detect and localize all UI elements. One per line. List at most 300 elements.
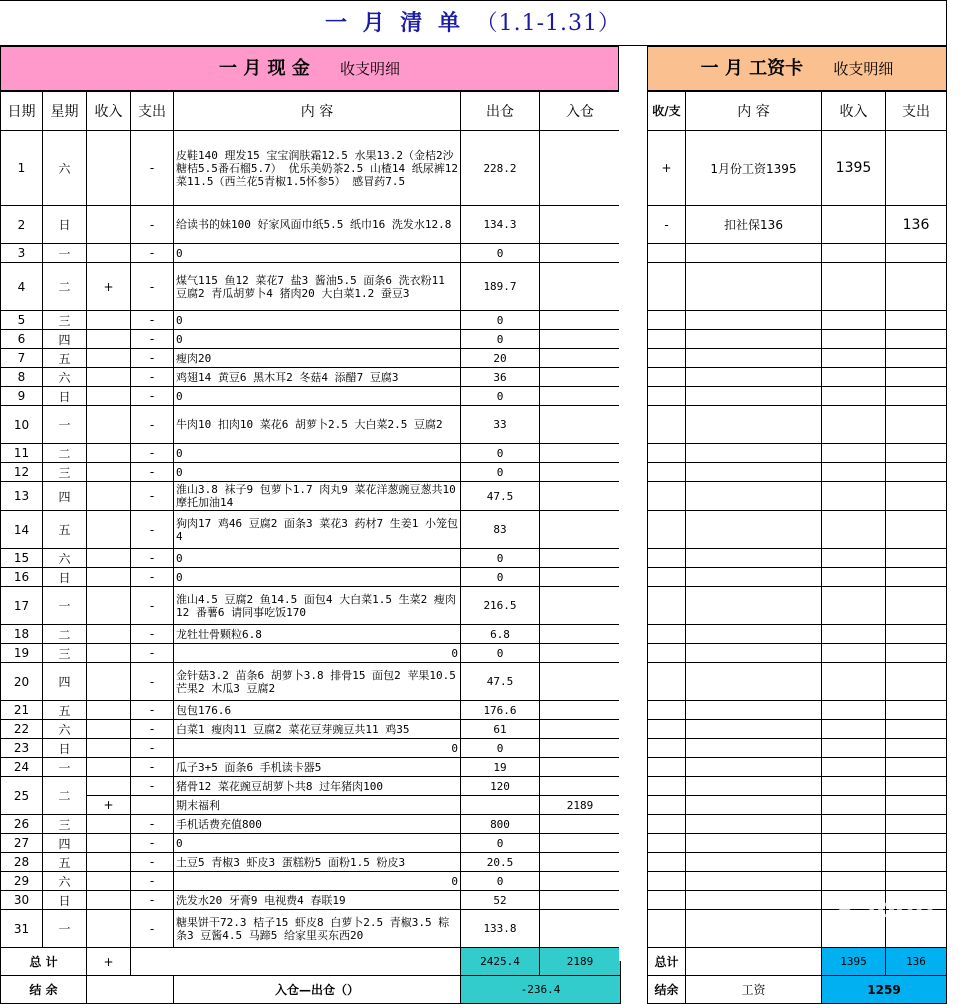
date-cell: 21 — [1, 701, 43, 720]
date-cell: 13 — [1, 482, 43, 511]
expense-flag-cell: - — [131, 834, 174, 853]
outflow-cell: 52 — [461, 891, 540, 910]
inflow-cell — [540, 910, 621, 948]
inflow-cell — [540, 131, 621, 206]
content-cell: 糖果饼干72.3 桔子15 虾皮8 白萝卜2.5 青椒3.5 粽条3 豆酱4.5 马蹄5 给家里买东西20 — [174, 910, 461, 948]
weekday-cell: 五 — [43, 701, 87, 720]
table-row — [1, 368, 621, 387]
empty-cell — [886, 387, 947, 406]
inflow-cell — [540, 834, 621, 853]
expense-flag-cell: - — [131, 406, 174, 444]
weekday-cell: 日 — [43, 387, 87, 406]
empty-cell — [886, 587, 947, 625]
table-row — [1, 663, 621, 701]
empty-cell — [686, 777, 822, 796]
empty-cell — [686, 758, 822, 777]
card-header-subtitle: 收支明细 — [833, 60, 894, 78]
card-expense-cell — [886, 131, 947, 206]
table-row — [1, 387, 621, 406]
cash-column-header: 收入 — [87, 91, 131, 131]
cash-header-title: 一 月 现 金 — [218, 58, 310, 79]
empty-cell — [886, 796, 947, 815]
expense-flag-cell: - — [131, 444, 174, 463]
empty-cell — [648, 777, 686, 796]
content-cell: 0 — [174, 739, 461, 758]
empty-cell — [886, 244, 947, 263]
table-row — [648, 739, 947, 758]
totals-income-flag: + — [87, 948, 131, 976]
empty-cell — [648, 853, 686, 872]
income-flag-cell — [87, 587, 131, 625]
date-cell: 11 — [1, 444, 43, 463]
empty-cell — [648, 587, 686, 625]
inflow-cell — [540, 777, 621, 796]
empty-cell — [686, 796, 822, 815]
empty-cell — [686, 815, 822, 834]
outflow-cell: 0 — [461, 330, 540, 349]
inflow-cell — [540, 311, 621, 330]
empty-cell — [886, 853, 947, 872]
weekday-cell: 五 — [43, 511, 87, 549]
weekday-cell: 六 — [43, 368, 87, 387]
expense-flag-cell: - — [131, 625, 174, 644]
empty-cell — [648, 872, 686, 891]
income-flag-cell — [87, 387, 131, 406]
column-gap — [619, 90, 647, 961]
empty-cell — [686, 549, 822, 568]
content-cell: 白菜1 瘦肉11 豆腐2 菜花豆芽豌豆共11 鸡35 — [174, 720, 461, 739]
content-cell: 0 — [174, 463, 461, 482]
empty-cell — [822, 587, 886, 625]
totals-outflow: 2425.4 — [461, 948, 540, 976]
weekday-cell: 二 — [43, 263, 87, 311]
income-flag-cell — [87, 834, 131, 853]
content-cell: 狗肉17 鸡46 豆腐2 面条3 菜花3 药材7 生姜1 小笼包4 — [174, 511, 461, 549]
weekday-cell: 六 — [43, 549, 87, 568]
date-cell: 29 — [1, 872, 43, 891]
inflow-cell — [540, 815, 621, 834]
weekday-cell: 日 — [43, 568, 87, 587]
table-row — [1, 853, 621, 872]
date-cell: 19 — [1, 644, 43, 663]
empty-cell — [822, 406, 886, 444]
weekday-cell: 三 — [43, 644, 87, 663]
date-cell: 12 — [1, 463, 43, 482]
totals-label: 总 计 — [1, 948, 87, 976]
income-flag-cell — [87, 549, 131, 568]
expense-flag-cell: - — [131, 644, 174, 663]
inflow-cell — [540, 511, 621, 549]
table-row — [648, 131, 947, 206]
empty-cell — [822, 891, 886, 910]
inflow-cell — [540, 263, 621, 311]
expense-flag-cell: - — [131, 568, 174, 587]
card-section-header — [647, 46, 947, 92]
empty-cell — [822, 910, 886, 948]
empty-cell — [686, 349, 822, 368]
empty-cell — [686, 387, 822, 406]
card-type-cell: - — [648, 206, 686, 244]
content-cell: 土豆5 青椒3 虾皮3 蛋糕粉5 面粉1.5 粉皮3 — [174, 853, 461, 872]
inflow-cell — [540, 758, 621, 777]
date-cell: 20 — [1, 663, 43, 701]
date-cell: 8 — [1, 368, 43, 387]
card-column-header: 支出 — [886, 91, 947, 131]
outflow-cell: 0 — [461, 387, 540, 406]
expense-flag-cell: - — [131, 206, 174, 244]
empty-cell — [886, 330, 947, 349]
card-expense-cell: 136 — [886, 206, 947, 244]
card-income-cell — [822, 206, 886, 244]
outflow-cell: 800 — [461, 815, 540, 834]
table-row — [1, 568, 621, 587]
inflow-cell — [540, 482, 621, 511]
empty-cell — [822, 663, 886, 701]
cash-balance-row — [1, 976, 621, 1004]
balance-value: -236.4 — [461, 976, 621, 1004]
date-cell: 6 — [1, 330, 43, 349]
income-flag-cell — [87, 777, 131, 796]
title-main: 一 月 清 单 — [324, 10, 464, 36]
income-flag-cell — [87, 644, 131, 663]
empty-cell — [822, 796, 886, 815]
expense-flag-cell: - — [131, 549, 174, 568]
table-row — [648, 815, 947, 834]
empty-cell — [822, 720, 886, 739]
income-flag-cell — [87, 463, 131, 482]
weekday-cell: 三 — [43, 463, 87, 482]
table-row — [1, 625, 621, 644]
outflow-cell: 0 — [461, 444, 540, 463]
empty-cell — [822, 549, 886, 568]
outflow-cell: 189.7 — [461, 263, 540, 311]
title-range: （1.1-1.31） — [475, 11, 622, 36]
expense-flag-cell: - — [131, 511, 174, 549]
cash-table — [0, 90, 621, 1004]
cash-totals-row — [1, 948, 621, 976]
expense-flag-cell: - — [131, 910, 174, 948]
weekday-cell: 一 — [43, 244, 87, 263]
empty-cell — [648, 644, 686, 663]
empty-cell — [822, 463, 886, 482]
empty-cell — [686, 244, 822, 263]
date-cell: 16 — [1, 568, 43, 587]
empty-cell — [822, 263, 886, 311]
expense-flag-cell: - — [131, 853, 174, 872]
empty-cell — [886, 815, 947, 834]
table-row — [648, 777, 947, 796]
outflow-cell: 0 — [461, 311, 540, 330]
content-cell: 0 — [174, 834, 461, 853]
empty-cell — [648, 720, 686, 739]
cash-column-header-row — [1, 91, 621, 131]
card-balance-label: 结余 — [648, 976, 686, 1004]
expense-flag-cell: - — [131, 311, 174, 330]
content-cell: 皮鞋140 理发15 宝宝润肤霜12.5 水果13.2（金桔2沙糖桔5.5番石榴5.7） 优乐美奶茶2.5 山楂14 纸尿裤12 菜11.5（西兰花5青椒1.5怀参5） 感冒药7.5 — [174, 131, 461, 206]
outflow-cell: 20 — [461, 349, 540, 368]
outflow-cell: 0 — [461, 244, 540, 263]
cash-section-header — [0, 46, 619, 92]
card-totals-row — [648, 948, 947, 976]
empty-cell — [822, 387, 886, 406]
empty-cell — [686, 834, 822, 853]
card-balance-value: 1259 — [822, 976, 947, 1004]
table-row — [648, 872, 947, 891]
table-row — [648, 463, 947, 482]
table-row — [1, 244, 621, 263]
inflow-cell — [540, 720, 621, 739]
empty-cell — [686, 739, 822, 758]
empty-cell — [886, 739, 947, 758]
inflow-cell — [540, 387, 621, 406]
outflow-cell: 6.8 — [461, 625, 540, 644]
empty-cell — [686, 910, 822, 948]
empty-cell — [648, 263, 686, 311]
watermark-logo: ☁ logo — [830, 894, 935, 924]
income-flag-cell — [87, 311, 131, 330]
empty-cell — [886, 311, 947, 330]
table-row — [1, 891, 621, 910]
table-row — [648, 701, 947, 720]
empty-cell — [648, 568, 686, 587]
empty-cell — [886, 910, 947, 948]
content-cell: 0 — [174, 244, 461, 263]
outflow-cell: 83 — [461, 511, 540, 549]
table-row — [1, 587, 621, 625]
empty-cell — [822, 482, 886, 511]
expense-flag-cell: - — [131, 368, 174, 387]
inflow-cell — [540, 853, 621, 872]
date-cell: 27 — [1, 834, 43, 853]
inflow-cell — [540, 891, 621, 910]
empty-cell — [886, 701, 947, 720]
expense-flag-cell: - — [131, 815, 174, 834]
empty-cell — [648, 406, 686, 444]
outflow-cell: 0 — [461, 463, 540, 482]
expense-flag-cell: - — [131, 663, 174, 701]
content-cell: 0 — [174, 568, 461, 587]
outflow-cell: 134.3 — [461, 206, 540, 244]
empty-cell — [648, 796, 686, 815]
empty-cell — [648, 891, 686, 910]
income-flag-cell — [87, 701, 131, 720]
table-row — [1, 872, 621, 891]
empty-cell — [822, 444, 886, 463]
table-row — [1, 644, 621, 663]
date-cell: 3 — [1, 244, 43, 263]
date-cell: 24 — [1, 758, 43, 777]
table-row — [648, 349, 947, 368]
table-row — [1, 910, 621, 948]
card-income-cell: 1395 — [822, 131, 886, 206]
balance-spacer — [87, 976, 174, 1004]
content-cell: 0 — [174, 872, 461, 891]
card-totals-label: 总计 — [648, 948, 686, 976]
table-row — [648, 311, 947, 330]
weekday-cell: 四 — [43, 482, 87, 511]
income-flag-cell — [87, 815, 131, 834]
date-cell: 14 — [1, 511, 43, 549]
income-flag-cell — [87, 720, 131, 739]
empty-cell — [686, 368, 822, 387]
weekday-cell: 六 — [43, 131, 87, 206]
income-flag-cell — [87, 206, 131, 244]
outflow-cell: 20.5 — [461, 853, 540, 872]
outflow-cell: 0 — [461, 739, 540, 758]
empty-cell — [886, 891, 947, 910]
table-row — [1, 511, 621, 549]
date-cell: 4 — [1, 263, 43, 311]
inflow-cell — [540, 872, 621, 891]
empty-cell — [686, 482, 822, 511]
empty-cell — [648, 910, 686, 948]
outflow-cell: 0 — [461, 549, 540, 568]
income-flag-cell — [87, 131, 131, 206]
content-cell: 0 — [174, 549, 461, 568]
date-cell: 30 — [1, 891, 43, 910]
date-cell: 23 — [1, 739, 43, 758]
empty-cell — [886, 463, 947, 482]
empty-cell — [886, 444, 947, 463]
income-flag-cell: + — [87, 796, 131, 815]
table-row — [648, 511, 947, 549]
expense-flag-cell: - — [131, 387, 174, 406]
expense-flag-cell: - — [131, 349, 174, 368]
table-row — [648, 368, 947, 387]
empty-cell — [886, 368, 947, 387]
empty-cell — [686, 463, 822, 482]
outflow-cell: 47.5 — [461, 663, 540, 701]
empty-cell — [886, 406, 947, 444]
outflow-cell: 120 — [461, 777, 540, 796]
empty-cell — [686, 406, 822, 444]
content-cell: 牛肉10 扣肉10 菜花6 胡萝卜2.5 大白菜2.5 豆腐2 — [174, 406, 461, 444]
card-balance-row — [648, 976, 947, 1004]
expense-flag-cell: - — [131, 463, 174, 482]
date-cell: 2 — [1, 206, 43, 244]
inflow-cell — [540, 330, 621, 349]
empty-cell — [822, 739, 886, 758]
weekday-cell: 一 — [43, 910, 87, 948]
balance-label: 结 余 — [1, 976, 87, 1004]
content-cell: 瘦肉20 — [174, 349, 461, 368]
expense-flag-cell: - — [131, 244, 174, 263]
income-flag-cell — [87, 330, 131, 349]
inflow-cell — [540, 463, 621, 482]
empty-cell — [822, 701, 886, 720]
income-flag-cell — [87, 872, 131, 891]
empty-cell — [648, 349, 686, 368]
date-cell: 15 — [1, 549, 43, 568]
table-row — [1, 720, 621, 739]
table-row — [648, 796, 947, 815]
weekday-cell: 三 — [43, 311, 87, 330]
empty-cell — [648, 511, 686, 549]
table-row — [1, 406, 621, 444]
table-row — [1, 349, 621, 368]
empty-cell — [648, 311, 686, 330]
empty-cell — [686, 701, 822, 720]
content-cell: 期末福利 — [174, 796, 461, 815]
table-row — [1, 131, 621, 206]
inflow-cell — [540, 568, 621, 587]
weekday-cell: 二 — [43, 777, 87, 815]
weekday-cell: 二 — [43, 444, 87, 463]
table-row — [648, 444, 947, 463]
date-cell: 22 — [1, 720, 43, 739]
table-row — [648, 587, 947, 625]
expense-flag-cell: - — [131, 482, 174, 511]
empty-cell — [822, 244, 886, 263]
inflow-cell — [540, 349, 621, 368]
outflow-cell: 19 — [461, 758, 540, 777]
table-row — [1, 463, 621, 482]
income-flag-cell — [87, 891, 131, 910]
empty-cell — [686, 330, 822, 349]
weekday-cell: 一 — [43, 406, 87, 444]
table-row — [648, 406, 947, 444]
content-cell: 鸡翅14 黄豆6 黑木耳2 冬菇4 添醋7 豆腐3 — [174, 368, 461, 387]
empty-cell — [648, 368, 686, 387]
income-flag-cell — [87, 739, 131, 758]
empty-cell — [686, 720, 822, 739]
table-row — [1, 834, 621, 853]
inflow-cell — [540, 406, 621, 444]
income-flag-cell — [87, 910, 131, 948]
empty-cell — [648, 625, 686, 644]
expense-flag-cell: - — [131, 131, 174, 206]
empty-cell — [648, 330, 686, 349]
date-cell: 18 — [1, 625, 43, 644]
table-row — [648, 720, 947, 739]
empty-cell — [648, 387, 686, 406]
table-row — [1, 311, 621, 330]
card-column-header: 收入 — [822, 91, 886, 131]
empty-cell — [648, 834, 686, 853]
outflow-cell: 216.5 — [461, 587, 540, 625]
weekday-cell: 六 — [43, 872, 87, 891]
outflow-cell: 176.6 — [461, 701, 540, 720]
sheet-title — [0, 0, 947, 46]
content-cell: 淮山4.5 豆腐2 鱼14.5 面包4 大白菜1.5 生菜2 瘦肉12 番薯6 请同事吃饭170 — [174, 587, 461, 625]
outflow-cell: 36 — [461, 368, 540, 387]
cash-column-header: 星期 — [43, 91, 87, 131]
table-row — [648, 263, 947, 311]
weekday-cell: 日 — [43, 206, 87, 244]
totals-inflow: 2189 — [540, 948, 621, 976]
table-row — [648, 244, 947, 263]
expense-flag-cell: - — [131, 701, 174, 720]
table-row — [1, 549, 621, 568]
empty-cell — [886, 263, 947, 311]
date-cell: 1 — [1, 131, 43, 206]
date-cell: 25 — [1, 777, 43, 815]
outflow-cell: 0 — [461, 872, 540, 891]
inflow-cell — [540, 701, 621, 720]
card-column-header: 内 容 — [686, 91, 822, 131]
content-cell: 龙牡壮骨颗粒6.8 — [174, 625, 461, 644]
inflow-cell — [540, 625, 621, 644]
income-flag-cell — [87, 511, 131, 549]
empty-cell — [886, 549, 947, 568]
empty-cell — [686, 663, 822, 701]
content-cell: 洗发水20 牙膏9 电视费4 春联19 — [174, 891, 461, 910]
empty-cell — [886, 663, 947, 701]
table-row — [1, 206, 621, 244]
table-row — [648, 891, 947, 910]
empty-cell — [822, 349, 886, 368]
expense-flag-cell: - — [131, 330, 174, 349]
